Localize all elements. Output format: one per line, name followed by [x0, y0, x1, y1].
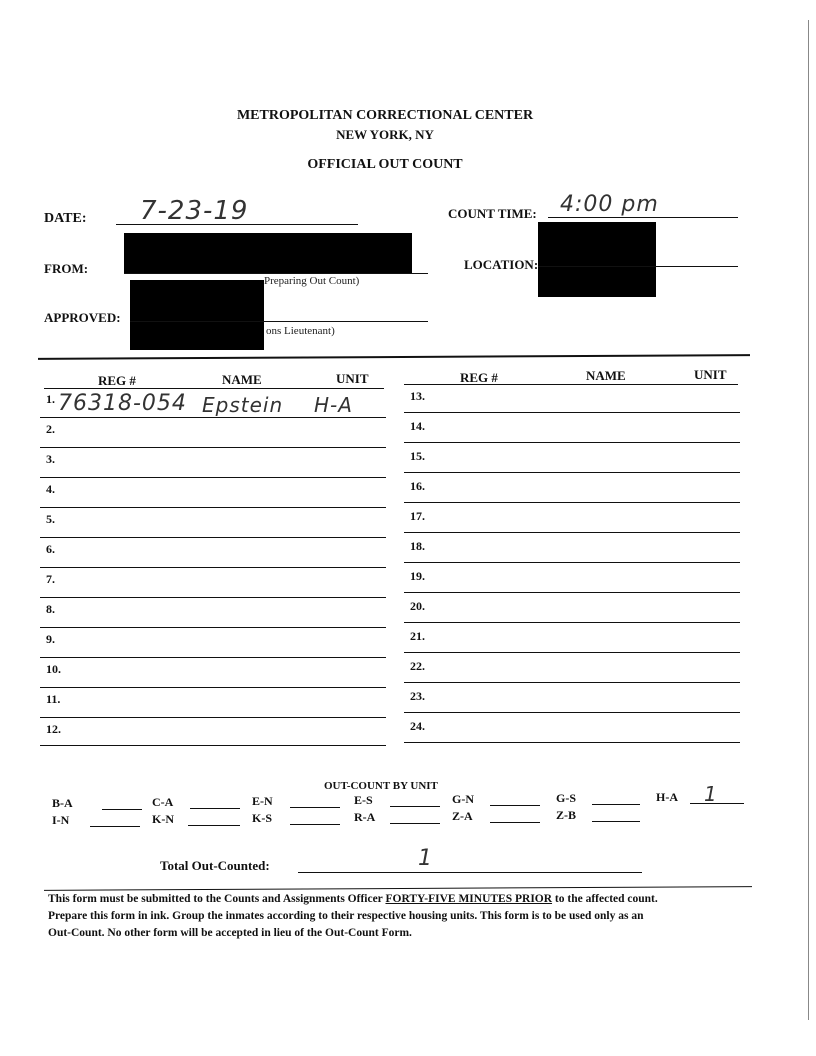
unit-label: Z-A — [452, 809, 473, 823]
count-time-value: 4:00 pm — [560, 192, 659, 217]
row-line — [40, 447, 386, 448]
unit-blank — [290, 824, 340, 825]
location-line — [538, 266, 738, 267]
institution-name: METROPOLITAN CORRECTIONAL CENTER — [236, 108, 534, 123]
footer-line-1-post: to the affected count. — [552, 893, 658, 905]
from-line — [124, 273, 428, 274]
row-number: 6. — [46, 542, 55, 556]
entry-reg: 76318-054 — [58, 391, 187, 416]
row-line — [40, 717, 386, 718]
unit-label: R-A — [354, 810, 376, 824]
header-reg-left: REG # — [98, 373, 136, 388]
row-number: 20. — [410, 599, 425, 613]
row-number: 13. — [410, 389, 425, 403]
unit-blank — [592, 804, 640, 805]
count-time-line — [548, 217, 738, 218]
redaction-location — [538, 222, 656, 297]
date-line — [116, 224, 358, 225]
institution-city: NEW YORK, NY — [336, 127, 434, 142]
header-name-right: NAME — [586, 368, 626, 383]
row-number: 22. — [410, 659, 425, 673]
row-number: 15. — [410, 449, 425, 463]
footer-line-1 — [48, 891, 748, 908]
row-line — [404, 562, 740, 563]
approved-sub-label: ons Lieutenant) — [266, 325, 335, 337]
row-number: 23. — [410, 689, 425, 703]
row-line — [404, 412, 740, 413]
unit-blank — [390, 806, 440, 807]
header-unit-left: UNIT — [336, 371, 369, 386]
total-label: Total Out-Counted: — [160, 858, 270, 873]
footer-line-3: Out-Count. No other form will be accepted in lieu of the Out-Count Form. — [48, 927, 412, 939]
entry-name: Epstein — [202, 393, 284, 417]
unit-label: E-S — [354, 793, 373, 807]
row-line — [404, 682, 740, 683]
header-reg-right: REG # — [460, 370, 498, 385]
row-line — [404, 652, 740, 653]
approved-label: APPROVED: — [44, 310, 121, 325]
row-line — [404, 502, 740, 503]
unit-blank — [188, 825, 240, 826]
row-line — [40, 657, 386, 658]
out-count-title: OUT-COUNT BY UNIT — [324, 780, 438, 792]
row-number: 3. — [46, 452, 55, 466]
approved-line — [130, 321, 428, 322]
entry-unit: H-A — [314, 393, 353, 417]
row-number: 8. — [46, 602, 55, 616]
footer-line-1-pre: This form must be submitted to the Counts and Assignments Officer — [48, 893, 386, 905]
unit-blank — [290, 807, 340, 808]
row-line — [404, 532, 740, 533]
row-number: 5. — [46, 512, 55, 526]
unit-label: H-A — [656, 790, 678, 804]
row-number: 18. — [410, 539, 425, 553]
redaction-from — [124, 233, 412, 273]
unit-label: K-N — [152, 812, 174, 826]
unit-label: I-N — [52, 813, 70, 827]
row-line — [404, 742, 740, 743]
row-line — [40, 627, 386, 628]
row-number: 9. — [46, 632, 55, 646]
row-line — [40, 597, 386, 598]
unit-blank — [490, 822, 540, 823]
row-line — [404, 442, 740, 443]
row-number: 17. — [410, 509, 425, 523]
row-line — [40, 507, 386, 508]
unit-blank — [490, 805, 540, 806]
unit-blank — [90, 826, 140, 827]
header-separator — [38, 354, 750, 360]
from-label: FROM: — [44, 261, 89, 276]
redaction-approved — [130, 280, 264, 350]
unit-count-value: 1 — [704, 782, 718, 806]
unit-label: G-S — [556, 791, 577, 805]
count-time-label: COUNT TIME: — [448, 206, 537, 221]
location-label: LOCATION: — [464, 257, 539, 272]
footer-line-2: Prepare this form in ink. Group the inmates according to their respective housing units. This form is to be used only as an — [48, 910, 644, 922]
row-number: 11. — [46, 692, 61, 706]
row-number: 4. — [46, 482, 55, 496]
header-underline-right — [404, 384, 738, 385]
unit-label: K-S — [252, 811, 273, 825]
unit-label: C-A — [152, 795, 174, 809]
row-line — [40, 417, 386, 418]
footer-emphasis: FORTY-FIVE MINUTES PRIOR — [385, 893, 553, 905]
header-underline-left — [44, 388, 384, 389]
row-line — [40, 745, 386, 746]
header-unit-right: UNIT — [694, 367, 727, 382]
row-number: 12. — [46, 722, 61, 736]
date-value: 7-23-19 — [140, 196, 249, 226]
unit-label: G-N — [452, 792, 474, 806]
date-label: DATE: — [44, 211, 87, 226]
footer-instructions — [48, 891, 748, 942]
form-title: OFFICIAL OUT COUNT — [307, 157, 463, 172]
row-number: 21. — [410, 629, 425, 643]
row-number: 24. — [410, 719, 425, 733]
unit-label: E-N — [252, 794, 273, 808]
row-number: 16. — [410, 479, 425, 493]
unit-blank — [592, 821, 640, 822]
unit-blank — [102, 809, 142, 810]
unit-blank — [390, 823, 440, 824]
row-line — [404, 472, 740, 473]
row-number: 10. — [46, 662, 61, 676]
total-value: 1 — [418, 846, 433, 871]
row-line — [40, 687, 386, 688]
scan-edge-line — [808, 20, 809, 1020]
row-line — [40, 567, 386, 568]
row-number: 7. — [46, 572, 55, 586]
row-line — [404, 622, 740, 623]
row-line — [40, 537, 386, 538]
row-number: 14. — [410, 419, 425, 433]
unit-blank — [190, 808, 240, 809]
total-line — [298, 872, 642, 873]
row-number: 1. — [46, 392, 55, 406]
unit-label: B-A — [52, 796, 73, 810]
row-line — [404, 592, 740, 593]
row-number: 2. — [46, 422, 55, 436]
row-line — [404, 712, 740, 713]
unit-label: Z-B — [556, 808, 577, 822]
header-name-left: NAME — [222, 372, 262, 387]
from-sub-label: Preparing Out Count) — [264, 275, 360, 287]
row-line — [40, 477, 386, 478]
row-number: 19. — [410, 569, 425, 583]
